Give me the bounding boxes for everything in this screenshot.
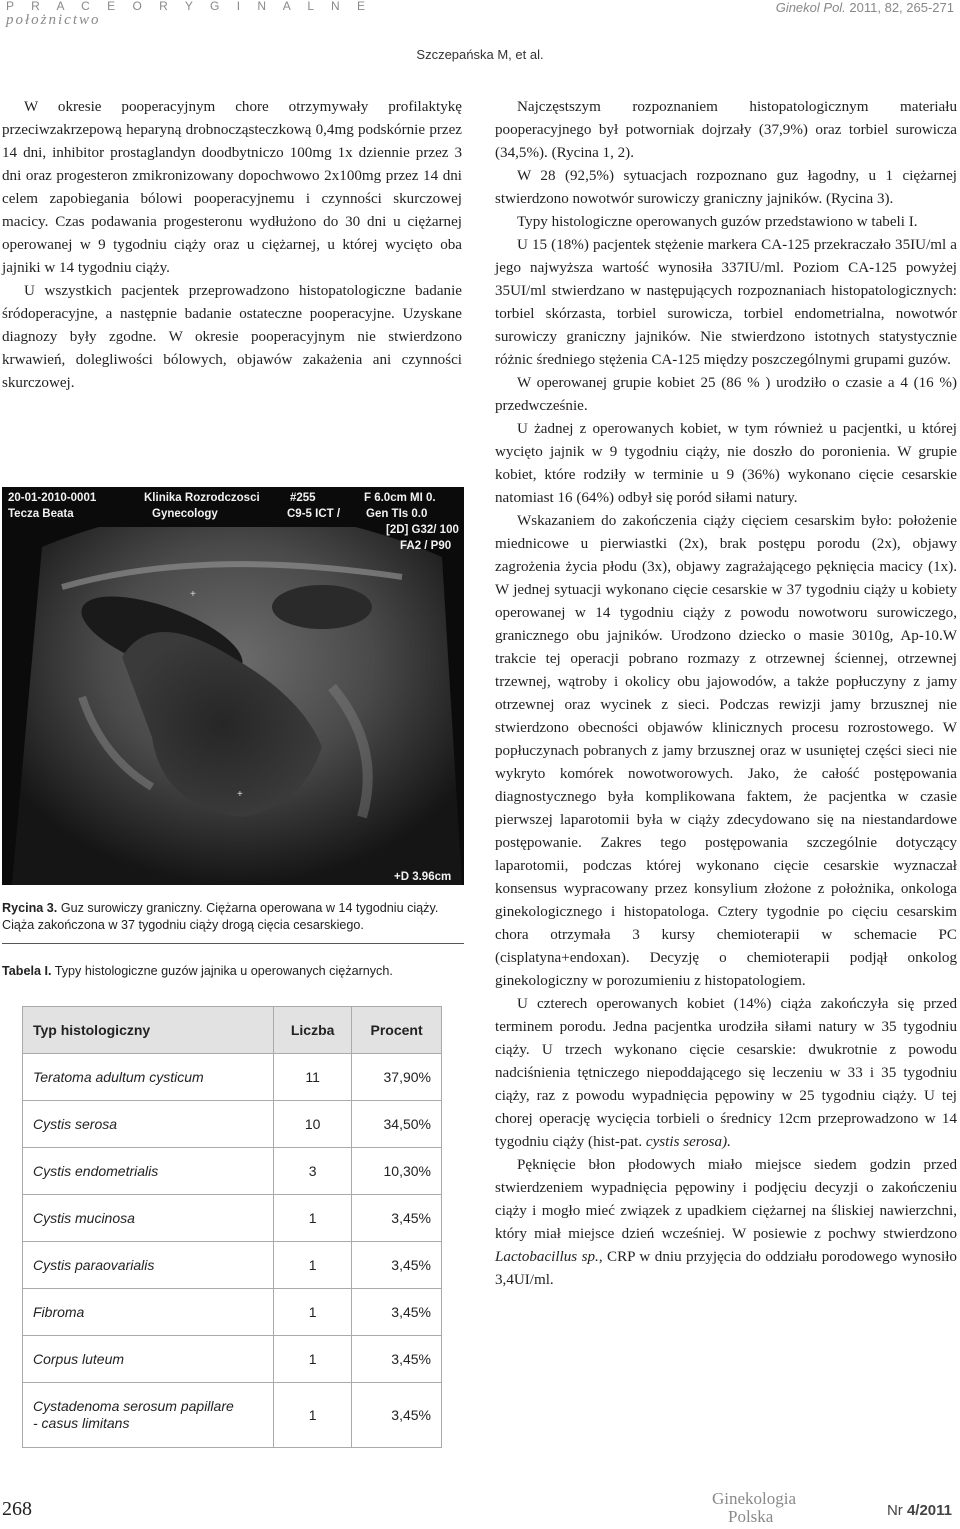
cell-percent: 3,45%: [352, 1289, 442, 1336]
paragraph-italic: Lactobacillus sp.: [495, 1249, 599, 1265]
cell-type-line: Cystadenoma serosum papillare: [33, 1398, 234, 1414]
cell-count: 1: [274, 1336, 352, 1383]
cell-percent: 3,45%: [352, 1242, 442, 1289]
paragraph-text: Pęknięcie błon płodowych miało miejsce siedem godzin przed stwierdzeniem wypadnięcia pępowiny i podjęciu decyzji o zakończeniu ciąży i mogło mieć związek z upadkiem ciężarnej na śliskiej nawierzchni, który miał miejsce dzień wcześniej. W posiewie z pochwy stwierdzono: [495, 1157, 957, 1242]
cell-type: Cystis serosa: [23, 1101, 274, 1148]
table-row: [23, 1101, 442, 1148]
svg-text:+: +: [190, 589, 196, 600]
paragraph-text: (hist-pat.: [584, 1134, 646, 1150]
table-row: [23, 1242, 442, 1289]
department-name: Gynecology: [152, 508, 218, 520]
ultrasound-figure: [2, 487, 464, 885]
cell-count: 1: [274, 1195, 352, 1242]
paragraph-italic: cystis serosa).: [645, 1134, 731, 1150]
measurement-readout: +D 3.96cm: [394, 871, 452, 883]
table-caption: [2, 964, 464, 978]
divider: [2, 943, 464, 944]
cell-type: [23, 1383, 274, 1448]
cell-percent: 37,90%: [352, 1054, 442, 1101]
citation: 2011, 82, 265-271: [849, 0, 954, 15]
cell-count: 3: [274, 1148, 352, 1195]
ultrasound-image: [2, 487, 464, 885]
logo-line: Ginekologia: [712, 1489, 797, 1508]
patient-id: 20-01-2010-0001: [8, 492, 97, 504]
subsection-label: położnictwo: [6, 12, 101, 28]
header-count: Liczba: [274, 1007, 352, 1054]
cell-count: 10: [274, 1101, 352, 1148]
paragraph: [495, 1154, 957, 1292]
authors-line: Szczepańska M, et al.: [416, 47, 544, 62]
running-header-left: [6, 0, 372, 28]
patient-name: Tecza Beata: [8, 508, 74, 520]
cell-percent: 34,50%: [352, 1101, 442, 1148]
running-header-right: [776, 0, 954, 15]
cell-count: 11: [274, 1054, 352, 1101]
cell-type-line: - casus limitans: [33, 1415, 130, 1431]
table-row: [23, 1383, 442, 1448]
table-row: [23, 1289, 442, 1336]
cell-type: Corpus luteum: [23, 1336, 274, 1383]
probe-mode: C9-5 ICT /: [287, 508, 341, 520]
probe-number: #255: [290, 492, 316, 504]
svg-text:+: +: [237, 789, 243, 800]
cell-type: Cystis mucinosa: [23, 1195, 274, 1242]
journal-name: Ginekol Pol.: [775, 0, 846, 15]
cell-type: Cystis paraovarialis: [23, 1242, 274, 1289]
cell-count: 1: [274, 1242, 352, 1289]
paragraph: U wszystkich pacjentek przeprowadzono histopatologiczne badanie śródoperacyjne, a następnie badanie ostateczne pooperacyjne. Uzyskane diagnozy były zgodne. W okresie pooperacyjnym nie stwierdzono krwawień, dolegliwości bólowych, objawów zakażenia ani czynności skurczowej.: [2, 283, 462, 391]
tis-readout: Gen TIs 0.0: [366, 508, 428, 520]
table-header-row: [23, 1007, 442, 1054]
cell-count: 1: [274, 1383, 352, 1448]
depth-readout: F 6.0cm MI 0.: [364, 492, 436, 504]
paragraph: Najczęstszym rozpoznaniem histopatologicznym materiału pooperacyjnego był potworniak dojrzały (37,9%) oraz torbiel surowicza (34,5%). (Rycina 1, 2).: [495, 99, 957, 161]
table-row: [23, 1148, 442, 1195]
journal-logo: [712, 1490, 796, 1526]
paragraph: W 28 (92,5%) sytuacjach rozpoznano guz łagodny, u 1 ciężarnej stwierdzono nowotwór surowiczy graniczny jajników. (Rycina 3).: [495, 168, 957, 207]
figure-caption: [2, 900, 464, 934]
logo-line: Polska: [728, 1507, 774, 1526]
frame-readout: FA2 / P90: [400, 540, 452, 552]
table-row: [23, 1054, 442, 1101]
figure-caption-text: Guz surowiczy graniczny. Ciężarna operowana w 14 tygodniu ciąży. Ciąża zakończona w 37 tygodniu ciąży drogą cięcia cesarskiego.: [2, 901, 439, 932]
left-column-text: [2, 96, 462, 395]
cell-count: 1: [274, 1289, 352, 1336]
section-label: P R A C E O R Y G I N A L N E: [6, 0, 372, 13]
page-number: 268: [2, 1498, 32, 1520]
table-row: [23, 1336, 442, 1383]
cell-type: Teratoma adultum cysticum: [23, 1054, 274, 1101]
header-percent: Procent: [352, 1007, 442, 1054]
paragraph: U 15 (18%) pacjentek stężenie markera CA-125 przekraczało 35IU/ml a jego najwyższa wartość wynosiła 337IU/ml. Poziom CA-125 powyżej 35UI/ml stwierdzano w następujących rozpoznaniach histopatologicznych: torbiel skórzasta, torbiel surowicza, torbiel endometrialna, nowotwór surowiczy graniczny jajników. Nie stwierdzono istotnych statystycznie różnic średniego stężenia CA-125 między poszczególnymi grupami guzów.: [495, 237, 957, 368]
figure-label: Rycina 3.: [2, 901, 58, 915]
paragraph: Wskazaniem do zakończenia ciąży cięciem cesarskim było: położenie miednicowe u pierwiastki (2x), brak postępu porodu (2x), objawy zagrożenia życia płodu (3x), objawy zagrażającego pęknięcia macicy (1x). W jednej sytuacji wykonano cięcie cesarskie w 37 tygodniu ciąży u kobiety operowanej w 14 tygodniu ciąży z powodu nowotworu surowiczego, granicznego obu jajników. Urodzono dziecko o masie 3010g, Ap-10.W trakcie tej operacji pobrano rozmazy z otrzewnej ściennej, otrzewnej trzewnej, wątroby i okolicy obu jajowodów, a także popłuczyny z jamy otrzewnej oraz wycinek z sieci. Podczas rewizji jamy brzusznej nie stwierdzono obecności objawów klinicznych procesu rozrostowego. W popłuczynach pobranych z jamy brzusznej oraz w usuniętej części sieci nie wykryto komórek nowotworowych. Jako, że całość postępowania diagnostycznego była komplikowana faktem, że pacjentka w czasie pierwszej laparotomii była w ciąży zdecydowano się na niestandardowe postępowanie. Zakres tego postępowania szczególnie dotyczący laparotomii, podczas której wykonano cięcie cesarskie wyznaczał konsensus wypracowany przez konsylium złożone z położnika, onkologa ginekologicznego i histopatologa. Cztery tygodnie po cięciu cesarskim chora otrzymała 3 kursy chemioterapii w schemacie PC (cisplatyna+endoxan). Decyzję o chemioterapii podjął onkolog ginekologiczny w porozumieniu z histopatologiem.: [495, 513, 957, 989]
cell-percent: 3,45%: [352, 1195, 442, 1242]
cell-percent: 3,45%: [352, 1383, 442, 1448]
cell-type: Fibroma: [23, 1289, 274, 1336]
issue-number: [887, 1502, 952, 1519]
paragraph: Typy histologiczne operowanych guzów przedstawiono w tabeli I.: [517, 214, 918, 230]
issue-label: Nr: [886, 1502, 903, 1519]
histology-table: [22, 1006, 442, 1448]
paragraph: W okresie pooperacyjnym chore otrzymywały profilaktykę przeciwzakrzepową heparyną drobnocząsteczkową 0,4mg podskórnie przez 14 dni, inhibitor prostaglandyn doodbytniczo 100mg 1x dziennie przez 3 dni oraz progesteron zmikronizowany dopochwowo 2x100mg przez 14 dni celem zapobiegania bólowi pooperacyjnemu i czynności skurczowej macicy. Czas podawania progesteronu wydłużono do 30 dni u ciężarnej operowanej w 9 tygodniu ciąży oraz u ciężarnej, u której wycięto oba jajniki w 14 tygodniu ciąży.: [2, 99, 462, 276]
cell-percent: 10,30%: [352, 1148, 442, 1195]
table-caption-text: Typy histologiczne guzów jajnika u operowanych ciężarnych.: [54, 964, 393, 978]
paragraph-text: , CRP w dniu przyjęcia do oddziału porodowego wynosiło 3,4UI/ml.: [495, 1249, 957, 1288]
paragraph: U żadnej z operowanych kobiet, w tym również u pacjentki, u której wycięto jajnik w 9 tygodniu ciąży, nie doszło do poronienia. W grupie kobiet, które rodziły w terminie u 9 (36%) wykonano cięcie cesarskie natomiast 16 (64%) odbył się poród siłami natury.: [495, 421, 957, 506]
gain-readout: [2D] G32/ 100: [386, 524, 459, 536]
table-row: [23, 1195, 442, 1242]
paragraph: [495, 993, 957, 1154]
right-column-text: [495, 96, 957, 1292]
clinic-name: Klinika Rozrodczosci: [144, 492, 260, 504]
cell-type: Cystis endometrialis: [23, 1148, 274, 1195]
cell-percent: 3,45%: [352, 1336, 442, 1383]
paragraph: W operowanej grupie kobiet 25 (86 % ) urodziło o czasie a 4 (16 %) przedwcześnie.: [495, 375, 957, 414]
issue-value: 4/2011: [906, 1502, 952, 1519]
table-label: Tabela I.: [2, 964, 52, 978]
paragraph-text: U czterech operowanych kobiet (14%) ciąża zakończyła się przed terminem porodu. Jedna pacjentka urodziła siłami natury w 35 tygodniu ciąży. U trzech wykonano cięcie cesarskie: dwukrotnie z powodu nadciśnienia tętniczego niepoddającego się leczeniu w 33 i 35 tygodniu ciąży, raz z powodu wypadnięcia pępowiny w 25 tygodniu ciąży. U tej chorej operację wycięcia torbieli o średnicy 12cm przeprowadzono w 14 tygodniu ciąży: [495, 996, 957, 1150]
header-type: Typ histologiczny: [23, 1007, 274, 1054]
